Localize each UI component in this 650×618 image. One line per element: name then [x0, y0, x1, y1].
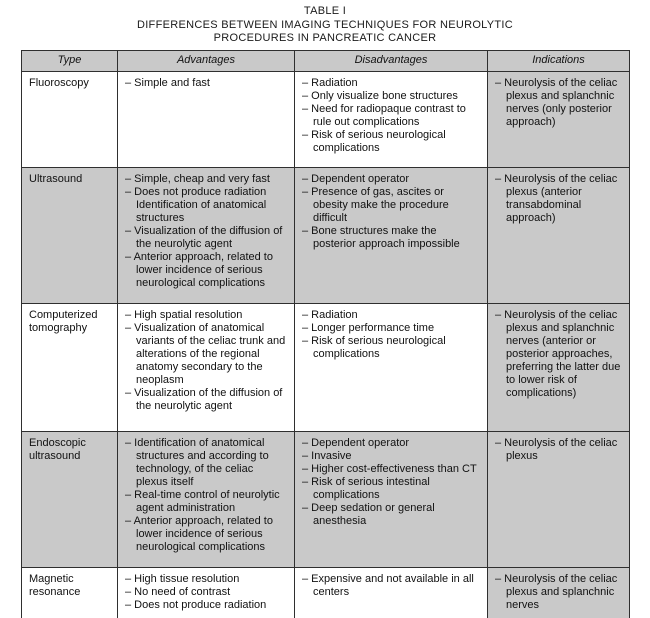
type-cell: Ultrasound [22, 168, 118, 304]
bullet-item: – High tissue resolution [125, 573, 240, 585]
table-title-line2: PROCEDURES IN PANCREATIC CANCER [213, 32, 437, 44]
table-caption [21, 5, 629, 45]
bullet-item: – Does not produce radiation [125, 186, 267, 198]
bullet-item: – Neurolysis of the celiac plexus and splanchnic nerves (only posterior approach) [495, 77, 618, 128]
bullet-item: – Expensive and not available in all centers [302, 573, 474, 598]
bullet-item: – Deep sedation or general anesthesia [302, 502, 435, 527]
advantages-cell [118, 168, 295, 304]
bullet-item: – Radiation [302, 77, 358, 89]
disadvantages-cell [295, 568, 488, 618]
bullet-item: – Dependent operator [302, 437, 410, 449]
table-row [22, 168, 630, 304]
bullet-item: – Risk of serious intestinal complications [302, 476, 430, 501]
column-header-indications: Indications [488, 51, 630, 72]
indications-cell [488, 432, 630, 568]
type-cell: Magnetic resonance [22, 568, 118, 618]
bullet-item: – Need for radiopaque contrast to rule out complications [302, 103, 466, 128]
indications-cell [488, 568, 630, 618]
bullet-item: – Higher cost-effectiveness than CT [302, 463, 477, 475]
bullet-item: – Simple, cheap and very fast [125, 173, 270, 185]
indications-cell [488, 72, 630, 168]
bullet-item: Identification of anatomical structures [136, 199, 267, 224]
type-cell: Fluoroscopy [22, 72, 118, 168]
bullet-item: – Bone structures make the posterior approach impossible [302, 225, 460, 250]
table-row [22, 568, 630, 618]
bullet-item: – Neurolysis of the celiac plexus and splanchnic nerves (anterior or posterior approaches, preferring the latter due to lower risk of complications) [495, 309, 621, 399]
indications-cell [488, 168, 630, 304]
header-row [22, 51, 630, 72]
bullet-item: – Identification of anatomical structures and according to technology, of the celiac plexus itself [125, 437, 269, 488]
disadvantages-cell [295, 432, 488, 568]
indications-cell [488, 304, 630, 432]
bullet-item: – Anterior approach, related to lower incidence of serious neurological complications [125, 251, 273, 289]
bullet-item: – No need of contrast [125, 586, 231, 598]
bullet-item: – Neurolysis of the celiac plexus (anterior transabdominal approach) [495, 173, 618, 224]
table-title-line1: DIFFERENCES BETWEEN IMAGING TECHNIQUES FOR NEUROLYTIC [136, 19, 514, 31]
bullet-item: – High spatial resolution [125, 309, 243, 321]
column-header-type: Type [22, 51, 118, 72]
bullet-item: – Only visualize bone structures [302, 90, 458, 102]
disadvantages-cell [295, 304, 488, 432]
type-cell: Endoscopic ultrasound [22, 432, 118, 568]
column-header-advantages: Advantages [118, 51, 295, 72]
bullet-item: – Neurolysis of the celiac plexus [495, 437, 618, 462]
bullet-item: – Presence of gas, ascites or obesity make the procedure difficult [302, 186, 449, 224]
table-row [22, 432, 630, 568]
table-row [22, 72, 630, 168]
bullet-item: – Longer performance time [302, 322, 435, 334]
bullet-item: – Visualization of the diffusion of the neurolytic agent [125, 387, 283, 412]
bullet-item: – Risk of serious neurological complications [302, 129, 446, 154]
column-header-disadvantages: Disadvantages [295, 51, 488, 72]
bullet-item: – Simple and fast [125, 77, 210, 89]
bullet-item: – Real-time control of neurolytic agent administration [125, 489, 280, 514]
table-row [22, 304, 630, 432]
bullet-item: – Dependent operator [302, 173, 410, 185]
table-number: TABLE I [303, 5, 347, 17]
bullet-item: – Does not produce radiation [125, 599, 267, 611]
imaging-techniques-table [21, 50, 630, 618]
type-cell: Computerized tomography [22, 304, 118, 432]
disadvantages-cell [295, 168, 488, 304]
advantages-cell [118, 304, 295, 432]
disadvantages-cell [295, 72, 488, 168]
advantages-cell [118, 568, 295, 618]
bullet-item: – Neurolysis of the celiac plexus and splanchnic nerves [495, 573, 618, 611]
advantages-cell [118, 72, 295, 168]
bullet-item: – Risk of serious neurological complications [302, 335, 446, 360]
bullet-item: – Visualization of anatomical variants of the celiac trunk and alterations of the regional anatomy secondary to the neoplasm [125, 322, 286, 386]
bullet-item: – Anterior approach, related to lower incidence of serious neurological complications [125, 515, 273, 553]
advantages-cell [118, 432, 295, 568]
bullet-item: – Invasive [302, 450, 352, 462]
bullet-item: – Radiation [302, 309, 358, 321]
bullet-item: – Visualization of the diffusion of the neurolytic agent [125, 225, 283, 250]
